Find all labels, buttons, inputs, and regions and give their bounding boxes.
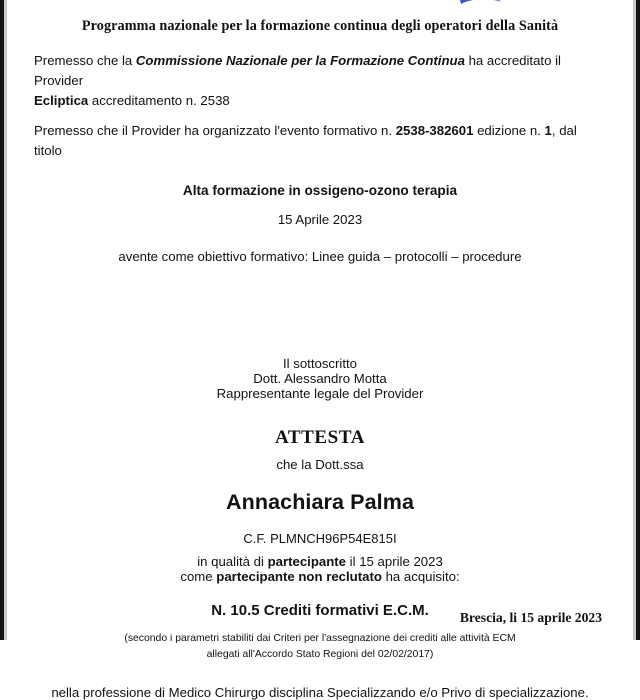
premise-line-2 (34, 121, 606, 161)
spacer (34, 449, 606, 457)
spacer (34, 161, 606, 183)
spacer (34, 401, 606, 427)
capacity-line (34, 554, 606, 569)
premise-2-middle: edizione n. (473, 123, 545, 139)
spacer (34, 663, 606, 685)
accreditation-label: accreditamento n. (88, 93, 201, 109)
credits-statement: N. 10.5 Crediti formativi E.C.M. (211, 602, 429, 620)
premise-1-prefix: Premesso che la (34, 53, 136, 68)
credits-fineprint-line-1: (secondo i parametri stabiliti dai Criteri per l'assegnazione dei crediti alle attività ECM (124, 633, 516, 645)
signatory-role: Rappresentante legale del Provider (216, 386, 424, 402)
spacer (34, 515, 606, 531)
profession-line: nella professione di Medico Chirurgo disciplina Specializzando e/o Privo di specializzazione. (51, 684, 589, 700)
premise-1-middle: ha accreditato il Provider (34, 53, 561, 89)
status-line (34, 569, 606, 584)
event-date: 15 Aprile 2023 (277, 212, 363, 228)
premise-2-suffix: , dal titolo (34, 123, 577, 159)
recipient-intro: che la Dott.ssa (276, 457, 364, 473)
spacer (34, 546, 606, 554)
fiscal-code: C.F. PLMNCH96P54E815I (243, 531, 397, 547)
premise-2-prefix: Premesso che il Provider ha organizzato l'evento formativo n. (34, 123, 396, 139)
status-prefix: come (180, 569, 217, 585)
accreditation-number: 2538 (200, 93, 230, 109)
signatory-intro: Il sottoscritto (282, 356, 358, 372)
spacer (34, 227, 606, 249)
recipient-name: Annachiara Palma (225, 490, 414, 515)
premise-line-1b (34, 91, 606, 111)
credits-fineprint-line-2: allegati all'Accordo Stato Regioni del 02/02/2017) (206, 648, 434, 660)
spacer (34, 584, 606, 602)
spacer (34, 0, 606, 18)
signatory-name: Dott. Alessandro Motta (253, 371, 387, 387)
spacer (34, 322, 606, 356)
event-title: Alta formazione in ossigeno-ozono terapia (182, 183, 458, 199)
status-suffix: ha acquisito: (381, 569, 460, 585)
provider-name: Ecliptica (34, 93, 89, 109)
spacer (34, 35, 606, 51)
attesta-keyword: ATTESTA (274, 427, 366, 449)
capacity-prefix: in qualità di (197, 554, 268, 570)
capacity-suffix: il 15 aprile 2023 (346, 554, 443, 570)
spacer (34, 264, 606, 322)
place-and-date: Brescia, li 15 aprile 2023 (459, 610, 602, 625)
capacity-role: partecipante (267, 554, 347, 570)
edition-number: 1 (544, 123, 552, 139)
commission-name: Commissione Nazionale per la Formazione Continua (135, 53, 465, 68)
page-title: Programma nazionale per la formazione continua degli operatori della Sanità (81, 18, 559, 34)
spacer (34, 198, 606, 212)
status-role: partecipante non reclutato (216, 569, 382, 585)
premise-line-1 (34, 51, 606, 91)
spacer (34, 472, 606, 490)
spacer (34, 111, 606, 121)
event-objective: avente come obiettivo formativo: Linee guida – protocolli – procedure (118, 249, 522, 265)
event-number: 2538-382601 (395, 123, 474, 139)
